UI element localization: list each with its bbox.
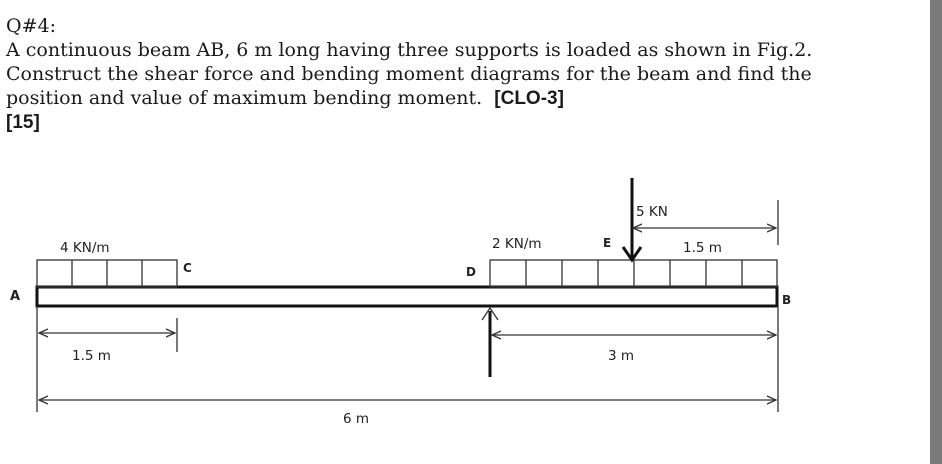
dim-ab-label: 6 m: [343, 411, 370, 427]
clo-tag: [CLO-3]: [494, 88, 564, 109]
question-line-2: Construct the shear force and bending moment diagrams for the beam and find the: [6, 63, 812, 85]
label-d: D: [466, 265, 476, 279]
udl-right-boxes: [490, 260, 777, 287]
page-edge-bar: [930, 0, 942, 464]
question-number: Q#4:: [6, 15, 56, 37]
label-c: C: [183, 261, 192, 275]
udl-left-label: 4 KN/m: [60, 240, 110, 256]
marks-label: [15]: [6, 112, 40, 133]
point-load-label: 5 KN: [636, 204, 668, 220]
beam: [37, 287, 777, 306]
dim-eb-label: 1.5 m: [683, 240, 722, 256]
label-b: B: [782, 293, 792, 307]
label-e: E: [603, 236, 612, 250]
udl-right-label: 2 KN/m: [492, 236, 542, 252]
question-line-3-text: position and value of maximum bending moment.: [6, 87, 483, 109]
dim-ac-label: 1.5 m: [72, 348, 111, 364]
label-a: A: [10, 289, 21, 304]
question-line-1: A continuous beam AB, 6 m long having three supports is loaded as shown in Fig.2.: [6, 39, 813, 61]
dim-db-label: 3 m: [608, 348, 635, 364]
udl-left-boxes: [37, 260, 177, 287]
